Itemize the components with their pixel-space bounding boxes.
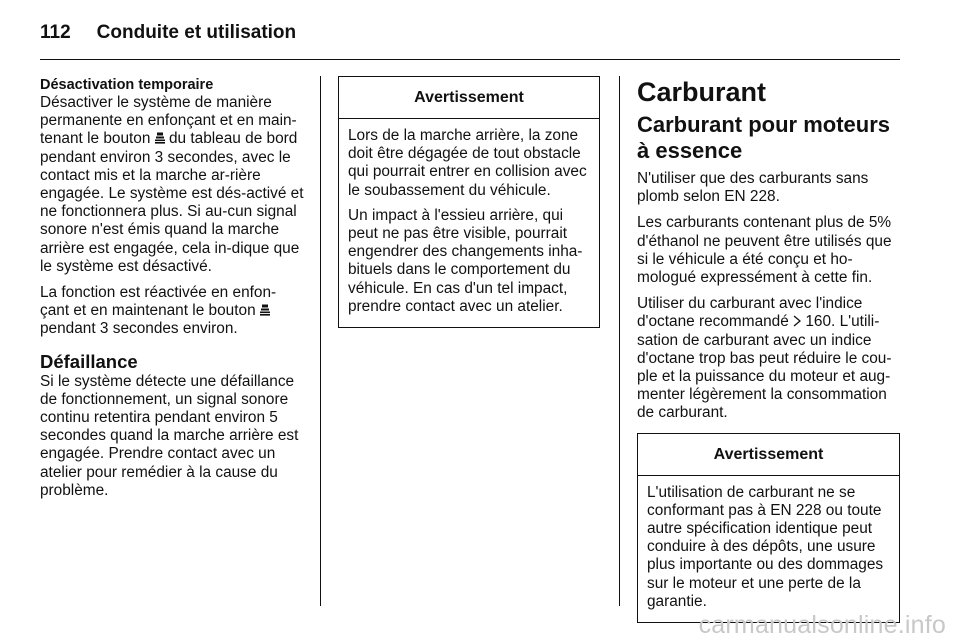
parking-sensor-button-icon: [260, 304, 270, 317]
warning-title: Avertissement: [339, 77, 599, 119]
page-reference-arrow-icon[interactable]: [793, 315, 801, 328]
warning-box-reverse: [338, 76, 600, 328]
column-divider-left: [320, 76, 321, 606]
warning-paragraph: Lors de la marche arrière, la zone doit être dégagée de tout obstacle qui pourrait entrer en collision avec le soubassement du véhicule.: [348, 127, 587, 199]
section-title-fuel: Carburant: [637, 77, 767, 107]
column-divider-right: [619, 76, 620, 606]
paragraph-octane: [637, 295, 900, 422]
paragraph-text: Utiliser du carburant avec l'indice d'octane recommandé: [637, 295, 863, 331]
paragraph-text: pendant 3 secondes environ.: [40, 320, 238, 338]
subsection-title-petrol: Carburant pour moteurs à essence: [637, 112, 891, 163]
paragraph-deactivation: [40, 94, 305, 276]
subheading-temporary-deactivation: Désactivation temporaire: [40, 77, 214, 93]
column-right: [637, 76, 900, 623]
paragraph-text: du tableau de bord pendant environ 3 secondes, avec le contact mis et la marche ar-rière engagée. Le système est dés-activé et ne fonctionnera plus. Si au-cun signal sonore n'est émis quand la marche arrière est engagée, cela in-dique que le système est désactivé.: [40, 130, 304, 275]
watermark: carmanualsonline.info: [698, 611, 946, 639]
chapter-title: Conduite et utilisation: [96, 22, 297, 43]
paragraph-text: 160. L'utili-sation de carburant avec un indice d'octane trop bas peut réduire le cou-ple et la puissance du moteur et aug-menter légèrement la consommation de carburant.: [637, 313, 892, 422]
parking-sensor-button-icon: [155, 132, 165, 145]
paragraph-text: La fonction est réactivée en enfon-çant et en maintenant le bouton: [40, 284, 277, 320]
paragraph-text: Désactiver le système de manière permanente en enfonçant et en main-tenant le bouton: [40, 94, 297, 148]
warning-body: [339, 119, 599, 327]
warning-box-fuel: [637, 433, 900, 623]
warning-paragraph: Un impact à l'essieu arrière, qui peut ne pas être visible, pourrait engendrer des changements inha-bituels dans le comportement du véhicule. En cas d'un tel impact, prendre contact avec un atelier.: [348, 206, 583, 315]
header-rule: [40, 59, 900, 60]
column-middle: [338, 76, 600, 328]
page-header: [40, 18, 296, 48]
column-left: [40, 76, 305, 508]
page-number: 112: [40, 22, 71, 43]
section-title-failure: Défaillance: [40, 350, 138, 372]
warning-paragraph: L'utilisation de carburant ne se conformant pas à EN 228 ou toute autre spécification identique peut conduire à des dépôts, une usure plus importante ou des dommages sur le moteur et une perte de la garantie.: [647, 483, 884, 610]
warning-body: [638, 476, 899, 622]
paragraph-failure: Si le système détecte une défaillance de fonctionnement, un signal sonore continu retentira pendant environ 5 secondes quand la marche arrière est engagée. Prendre contact avec un atelier pour remédier à la cause du problème.: [40, 372, 299, 499]
warning-title: Avertissement: [638, 434, 899, 476]
paragraph-reactivation: [40, 284, 305, 339]
paragraph-unleaded: N'utiliser que des carburants sans plomb selon EN 228.: [637, 170, 869, 206]
paragraph-ethanol: Les carburants contenant plus de 5% d'éthanol ne peuvent être utilisés que si le véhicule a été conçu et ho-mologué expressément à cette fin.: [637, 214, 892, 287]
